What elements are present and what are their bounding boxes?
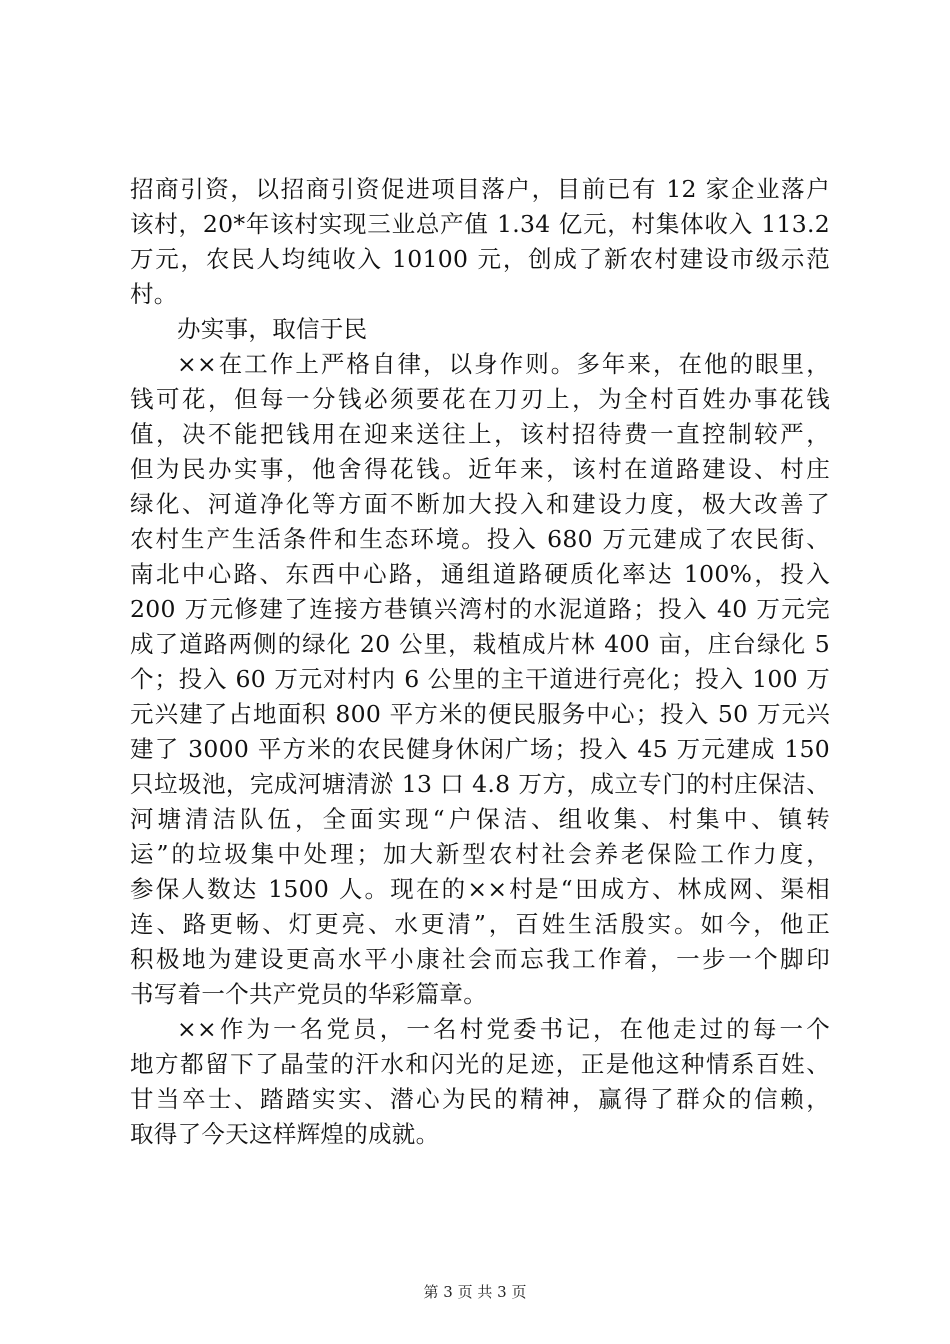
text-line: 万元，农民人均纯收入 10100 元，创成了新农村建设市级示范 [130,245,830,273]
document-body [130,172,830,1152]
text-line: 该村，20*年该村实现三业总产值 1.34 亿元，村集体收入 113.2 [130,210,830,238]
text-line: 个；投入 60 万元对村内 6 公里的主干道进行亮化；投入 100 万 [130,665,830,693]
text-line: 成了道路两侧的绿化 20 公里，栽植成片林 400 亩，庄台绿化 5 [130,630,830,658]
text-line: 值，决不能把钱用在迎来送往上，该村招待费一直控制较严， [130,420,830,448]
text-line: 取得了今天这样辉煌的成就。 [130,1120,440,1148]
text-line: 地方都留下了晶莹的汗水和闪光的足迹，正是他这种情系百姓、 [130,1050,830,1078]
text-line: 200 万元修建了连接方巷镇兴湾村的水泥道路；投入 40 万元完 [130,595,830,623]
text-line: 南北中心路、东西中心路，通组道路硬质化率达 100%，投入 [130,560,830,588]
text-line: 河塘清洁队伍，全面实现“户保洁、组收集、村集中、镇转 [130,805,830,833]
text-line: 参保人数达 1500 人。现在的××村是“田成方、林成网、渠相 [130,875,830,903]
section-heading: 办实事，取信于民 [177,315,368,343]
text-line: 但为民办实事，他舍得花钱。近年来，该村在道路建设、村庄 [130,455,830,483]
text-line: 农村生产生活条件和生态环境。投入 680 万元建成了农民街、 [130,525,830,553]
text-line: 只垃圾池，完成河塘清淤 13 口 4.8 万方，成立专门的村庄保洁、 [130,770,830,798]
text-line: 书写着一个共产党员的华彩篇章。 [130,980,487,1008]
text-line: 钱可花，但每一分钱必须要花在刀刃上，为全村百姓办事花钱 [130,385,830,413]
text-line: 甘当卒士、踏踏实实、潜心为民的精神，赢得了群众的信赖， [130,1085,830,1113]
page-number-footer: 第 3 页 共 3 页 [423,1283,527,1301]
text-line: 运”的垃圾集中处理；加大新型农村社会养老保险工作力度， [130,840,830,868]
text-line: 建了 3000 平方米的农民健身休闲广场；投入 45 万元建成 150 [130,735,830,763]
text-line: 元兴建了占地面积 800 平方米的便民服务中心；投入 50 万元兴 [130,700,830,728]
text-line: ××作为一名党员，一名村党委书记，在他走过的每一个 [177,1015,830,1043]
text-line: 绿化、河道净化等方面不断加大投入和建设力度，极大改善了 [130,490,830,518]
text-line: 连、路更畅、灯更亮、水更清”，百姓生活殷实。如今，他正 [130,910,830,938]
text-line: 积极地为建设更高水平小康社会而忘我工作着，一步一个脚印 [130,945,830,973]
text-line: 村。 [130,280,178,308]
text-line: 招商引资，以招商引资促进项目落户，目前已有 12 家企业落户 [130,175,830,203]
text-line: ××在工作上严格自律，以身作则。多年来，在他的眼里， [177,350,830,378]
